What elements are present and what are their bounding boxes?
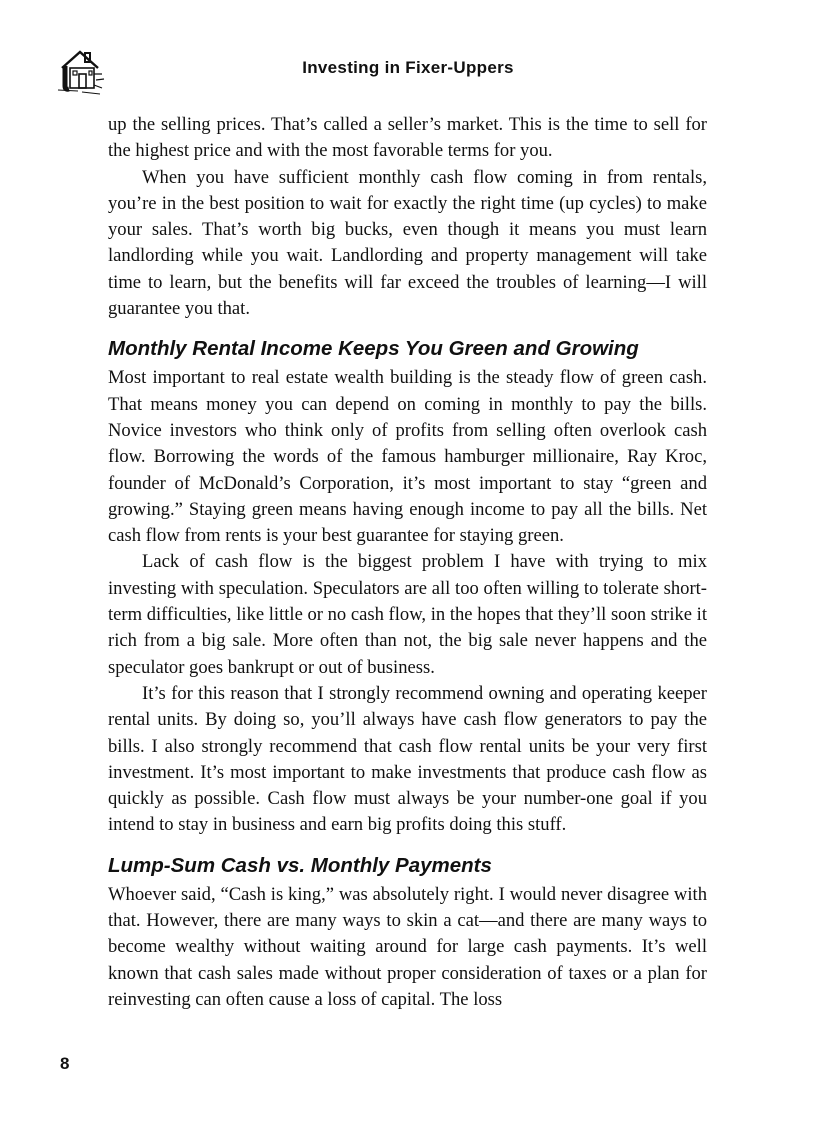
section-heading: Monthly Rental Income Keeps You Green and Growing	[108, 337, 639, 361]
page-body	[108, 112, 707, 1013]
paragraph: Most important to real estate wealth building is the steady flow of green cash. That means money you can depend on coming in monthly to pay the bills. Novice investors who think only of profits from selling often overlook cash flow. Borrowing the words of the famous hamburger millionaire, Ray Kroc, founder of McDonald’s Corporation, it’s most important to stay “green and growing.” Staying green means having enough income to pay all the bills. Net cash flow from rents is your best guarantee for staying green.	[108, 367, 707, 547]
page-number: 8	[60, 1054, 70, 1073]
paragraph: Whoever said, “Cash is king,” was absolutely right. I would never disagree with that. However, there are many ways to skin a cat—and there are many ways to become wealthy without waiting around for large cash payments. It’s well known that cash sales made without proper consideration of taxes or a plan for reinvesting can often cause a loss of capital. The loss	[108, 883, 707, 1010]
paragraph: Lack of cash flow is the biggest problem I have with trying to mix investing with speculation. Speculators are all too often willing to tolerate short-term difficulties, like little or no cash flow, in the hopes that they’ll soon strike it rich from a big sale. More often than not, the big sale never happens and the speculator goes bankrupt or out of business.	[108, 551, 708, 678]
paragraph: up the selling prices. That’s called a seller’s market. This is the time to sell for the highest price and with the most favorable terms for you.	[108, 114, 707, 162]
paragraph: When you have sufficient monthly cash flow coming in from rentals, you’re in the best position to wait for exactly the right time (up cycles) to make your sales. That’s worth big bucks, even though it means you must learn landlording while you wait. Landlording and property management will take time to learn, but the benefits will far exceed the troubles of learning—I will guarantee you that.	[108, 166, 707, 320]
section-heading: Lump-Sum Cash vs. Monthly Payments	[108, 853, 492, 877]
paragraph: It’s for this reason that I strongly recommend owning and operating keeper rental units. By doing so, you’ll always have cash flow generators to pay the bills. I also strongly recommend that cash flow rental units be your very first investment. It’s most important to make investments that produce cash flow as quickly as possible. Cash flow must always be your number-one goal if you intend to stay in business and earn big profits doing this stuff.	[108, 682, 707, 836]
running-head: Investing in Fixer-Uppers	[302, 58, 514, 77]
